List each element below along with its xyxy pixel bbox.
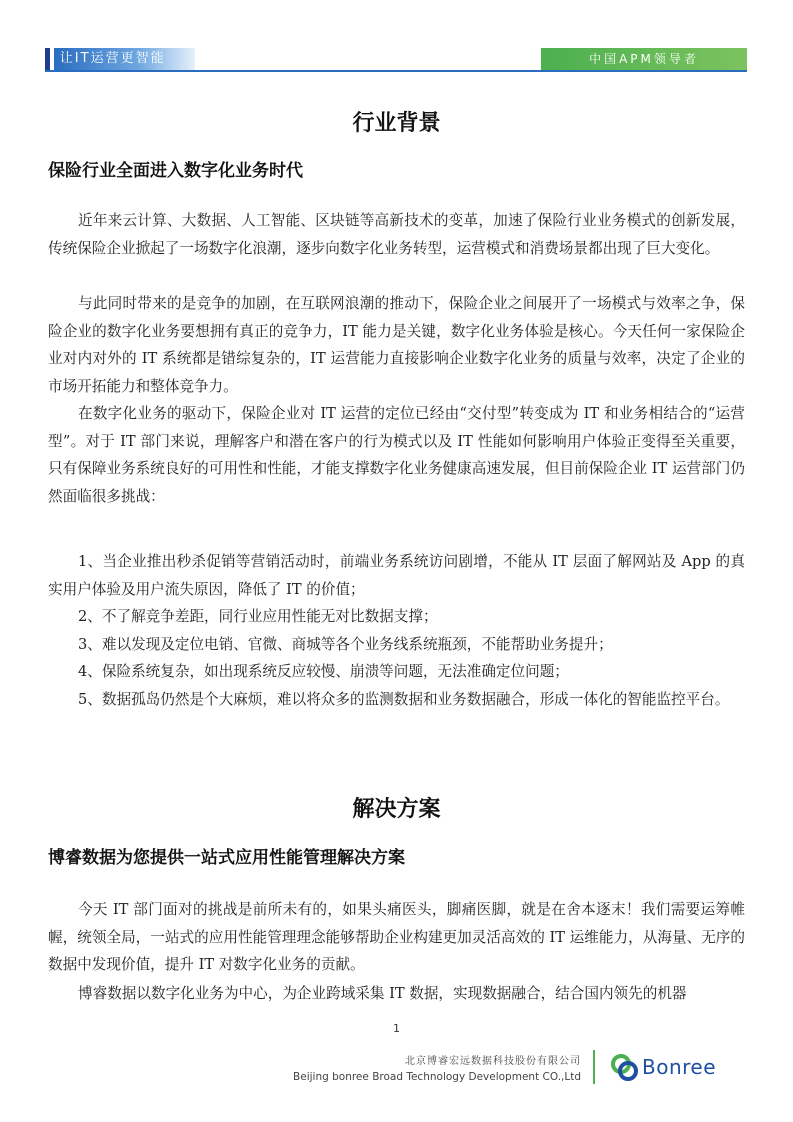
- subhead-industry: 保险行业全面进入数字化业务时代: [48, 161, 303, 181]
- header-right-slogan: 中国APM领导者: [541, 48, 747, 70]
- bonree-logo: [610, 1052, 716, 1082]
- footer-company-cn: 北京博睿宏远数据科技股份有限公司: [405, 1056, 581, 1067]
- footer-separator: [593, 1050, 595, 1084]
- challenge-item-1: 1、当企业推出秒杀促销等营销活动时，前端业务系统访问剧增，不能从 IT 层面了解网站及 App 的真实用户体验及用户流失原因，降低了 IT 的价值；: [48, 553, 745, 598]
- challenge-list: [48, 548, 745, 713]
- bonree-logo-icon: [610, 1052, 640, 1082]
- challenge-item-3: 3、难以发现及定位电销、官微、商城等各个业务线系统瓶颈，不能帮助业务提升；: [78, 635, 613, 653]
- paragraph-3: 在数字化业务的驱动下，保险企业对 IT 运营的定位已经由“交付型”转变成为 IT 和业务相结合的“运营型”。对于 IT 部门来说，理解客户和潜在客户的行为模式以及 IT 性能如何影响用户体验正变得至关重要，只有保障业务系统良好的可用性和性能，才能支撑数字化业务健康高速发展，但目前保险企业 IT 运营部门仍然面临很多挑战：: [48, 405, 745, 505]
- challenge-item-5: 5、数据孤岛仍然是个大麻烦，难以将众多的监测数据和业务数据融合，形成一体化的智能监控平台。: [78, 690, 730, 708]
- paragraph-4: 今天 IT 部门面对的挑战是前所未有的，如果头痛医头，脚痛医脚，就是在舍本逐末！我们需要运筹帷幄，统领全局，一站式的应用性能管理理念能够帮助企业构建更加灵活高效的 IT 运维能力，从海量、无序的数据中发现价值，提升 IT 对数字化业务的贡献。: [48, 901, 745, 973]
- page-number: 1: [393, 1022, 400, 1035]
- challenge-item-4: 4、保险系统复杂，如出现系统反应较慢、崩溃等问题，无法准确定位问题；: [78, 663, 569, 680]
- header-left-slogan: 让IT运营更智能: [54, 48, 195, 70]
- paragraph-1: 近年来云计算、大数据、人工智能、区块链等高新技术的变革，加速了保险行业业务模式的创新发展，传统保险企业掀起了一场数字化浪潮，逐步向数字化业务转型，运营模式和消费场景都出现了巨大变化。: [48, 212, 745, 257]
- paragraph-2: 与此同时带来的是竞争的加剧，在互联网浪潮的推动下，保险企业之间展开了一场模式与效率之争，保险企业的数字化业务要想拥有真正的竞争力，IT 能力是关键，数字化业务体验是核心。今天任何一家保险企业对内对外的 IT 系统都是错综复杂的，IT 运营能力直接影响企业数字化业务的质量与效率，决定了企业的市场开拓能力和整体竞争力。: [48, 295, 745, 395]
- challenge-item-2: 2、不了解竞争差距，同行业应用性能无对比数据支撑；: [78, 608, 438, 625]
- paragraph-5: 博睿数据以数字化业务为中心，为企业跨域采集 IT 数据，实现数据融合，结合国内领先的机器: [78, 985, 687, 1002]
- subhead-solution: 博睿数据为您提供一站式应用性能管理解决方案: [48, 848, 405, 868]
- bonree-logo-text: Bonree: [642, 1055, 717, 1079]
- header-left-banner: [45, 48, 195, 70]
- header-accent-bar: [45, 48, 50, 70]
- section-title-solution: 解决方案: [352, 797, 441, 822]
- header-divider: [45, 70, 747, 72]
- section-title-background: 行业背景: [352, 111, 441, 136]
- page-header: [45, 48, 747, 70]
- footer-company-en: Beijing bonree Broad Technology Development CO.,Ltd: [293, 1071, 581, 1083]
